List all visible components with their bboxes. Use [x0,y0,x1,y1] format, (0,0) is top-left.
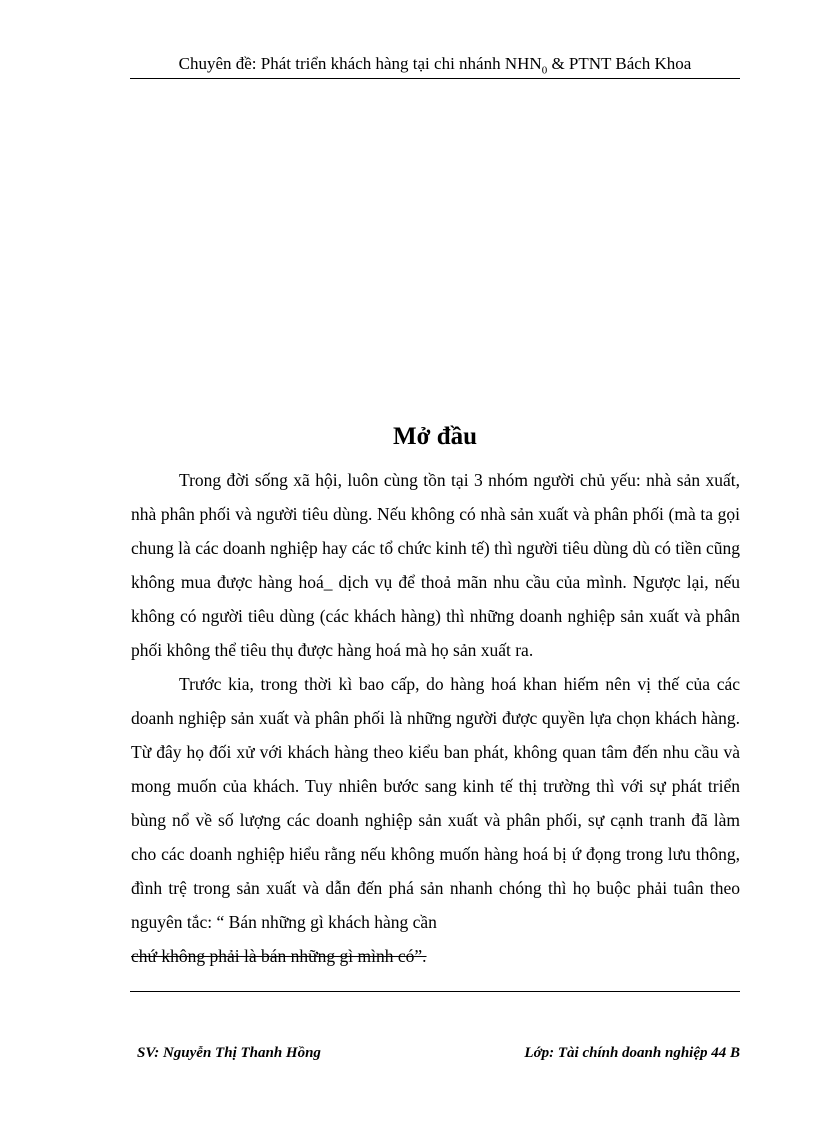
header-subscript: 0 [541,64,548,77]
header-text-end: & PTNT Bách Khoa [547,54,692,73]
page-footer [137,1041,740,1065]
header-text: Chuyên đề: Phát triển khách hàng tại chi nhánh NHN [178,54,542,73]
running-header [130,52,740,79]
footer-student-name: SV: Nguyễn Thị Thanh Hồng [137,1045,321,1061]
footer-divider [130,991,740,992]
footer-class-name: Lớp: Tài chính doanh nghiệp 44 B [524,1045,740,1061]
paragraph-2-text: Trước kia, trong thời kì bao cấp, do hàng hoá khan hiếm nên vị thế của các doanh nghiệp sản xuất và phân phối là những người được quyền lựa chọn khách hàng. Từ đây họ đối xử với khách hàng theo kiểu ban phát, không quan tâm đến nhu cầu và mong muốn của khách. Tuy nhiên bước sang kinh tế thị trường thì với sự phát triển bùng nổ về số lượng các doanh nghiệp sản xuất và phân phối, sự cạnh tranh đã làm cho các doanh nghiệp hiểu rằng nếu không muốn hàng hoá bị ứ đọng trong lưu thông, đình trệ trong sản xuất và dẫn đến phá sản nhanh chóng thì họ buộc phải tuân theo nguyên tắc: “ Bán những gì khách hàng cần [131,674,740,932]
paragraph-1: Trong đời sống xã hội, luôn cùng tồn tại 3 nhóm người chủ yếu: nhà sản xuất, nhà phân phối và người tiêu dùng. Nếu không có nhà sản xuất và phân phối (mà ta gọi chung là các doanh nghiệp hay các tổ chức kinh tế) thì người tiêu dùng dù có tiền cũng không mua được hàng hoá_ dịch vụ để thoả mãn nhu cầu của mình. Ngược lại, nếu không có người tiêu dùng (các khách hàng) thì những doanh nghiệp sản xuất và phân phối không thể tiêu thụ được hàng hoá mà họ sản xuất ra. [131,470,740,660]
struck-through-line: chứ không phải là bán những gì mình có”. [131,946,427,966]
body-text [131,463,740,973]
paragraph-2 [131,667,740,973]
section-title: Mở đầu [393,423,477,450]
